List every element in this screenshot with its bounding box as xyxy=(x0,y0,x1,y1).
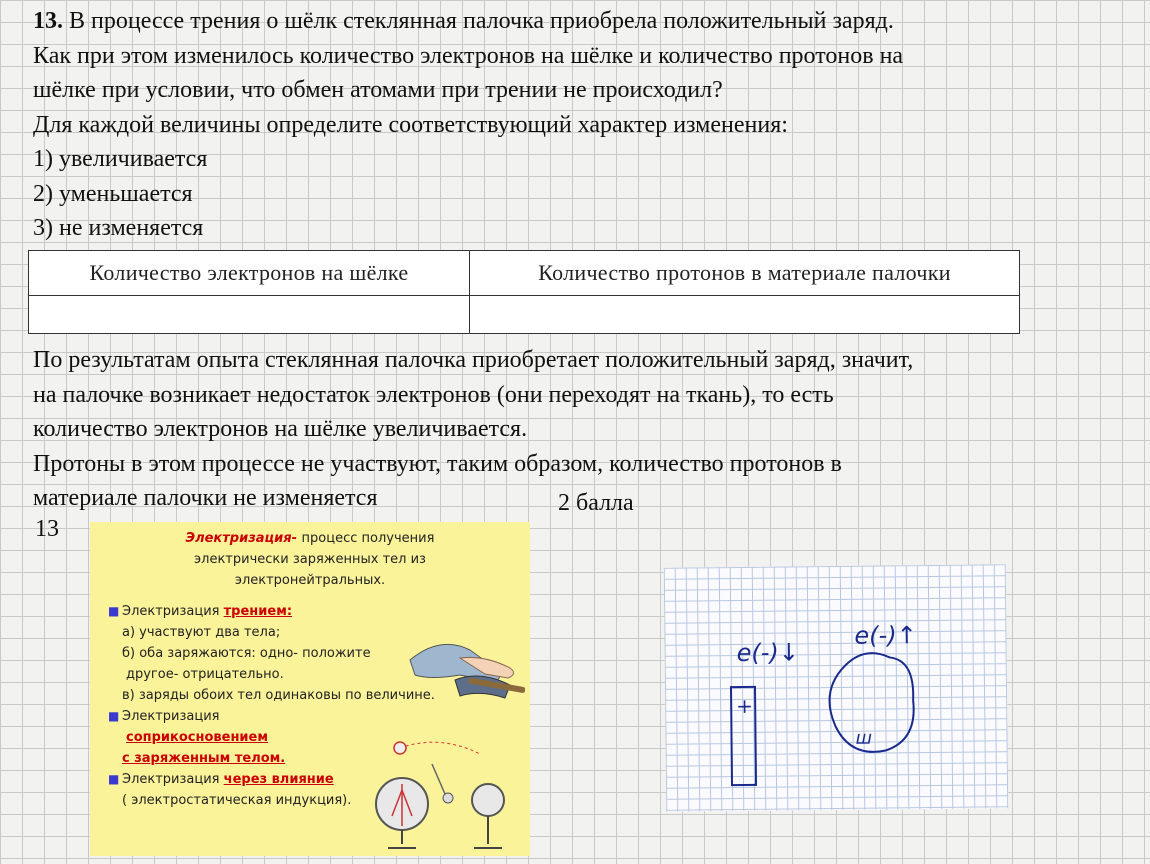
score-label: 2 балла xyxy=(558,490,634,516)
slide-item-friction: ■ Электризация трением: а) участвуют два тела; б) оба заряжаются: одно- положите другое- отрицательно. в) заряды обоих тел одинаковы по величине. xyxy=(122,601,530,706)
slide-item-induction: ■ Электризация через влияние ( электростатическая индукция). xyxy=(122,769,530,811)
solution-text xyxy=(33,343,913,516)
task-line-4: Для каждой величины определите соответствующий характер изменения: xyxy=(33,111,788,138)
solution-number: 13 xyxy=(35,516,59,542)
hand-rubbing-icon xyxy=(400,630,525,710)
hand-sketch xyxy=(664,564,1009,812)
task-text xyxy=(33,4,903,246)
sketch-cloth-mark: ш xyxy=(855,727,873,749)
answer-header-electrons: Количество электронов на шёлке xyxy=(29,251,470,296)
task-line-3: шёлке при условии, что обмен атомами при трении не происходил? xyxy=(33,77,723,103)
answer-header-protons: Количество протонов в материале палочки xyxy=(470,251,1020,296)
question-number: 13. xyxy=(33,8,63,34)
sketch-label-right: e(-)↑ xyxy=(854,621,917,650)
answer-cell-protons[interactable] xyxy=(470,296,1020,334)
bullet-icon: ■ xyxy=(108,709,120,723)
option-3: 3) не изменяется xyxy=(33,215,204,241)
solution-line-3: количество электронов на шёлке увеличивается. xyxy=(33,416,528,442)
option-1: 1) увеличивается xyxy=(33,146,208,172)
slide-item-contact: ■ Электризация соприкосновением с заряженным телом. xyxy=(122,706,530,769)
electroscope-icon xyxy=(370,734,520,854)
option-2: 2) уменьшается xyxy=(33,180,193,207)
slide-definition: Электризация- процесс получения электрически заряженных тел из электронейтральных. xyxy=(185,531,435,588)
sketch-drawing xyxy=(664,564,1009,812)
bullet-icon: ■ xyxy=(108,604,120,618)
answer-table xyxy=(28,250,1020,334)
answer-cell-electrons[interactable] xyxy=(29,296,470,334)
electrization-slide xyxy=(90,522,530,856)
solution-line-2: на палочке возникает недостаток электронов (они переходят на ткань), то есть xyxy=(33,381,834,408)
task-line-1: 13. В процессе трения о шёлк стеклянная палочка приобрела положительный заряд. xyxy=(33,8,894,34)
solution-line-5: материале палочки не изменяется xyxy=(33,485,378,511)
bullet-icon: ■ xyxy=(108,772,120,786)
solution-line-4: Протоны в этом процессе не участвуют, таким образом, количество протонов в xyxy=(33,450,842,477)
solution-line-1: По результатам опыта стеклянная палочка приобретает положительный заряд, значит, xyxy=(33,347,914,373)
sketch-rod-sign: + xyxy=(736,693,754,719)
task-line-2: Как при этом изменилось количество электронов на шёлке и количество протонов на xyxy=(33,42,904,69)
slide-term: Электризация xyxy=(185,531,292,546)
sketch-label-left: e(-)↓ xyxy=(736,638,800,668)
